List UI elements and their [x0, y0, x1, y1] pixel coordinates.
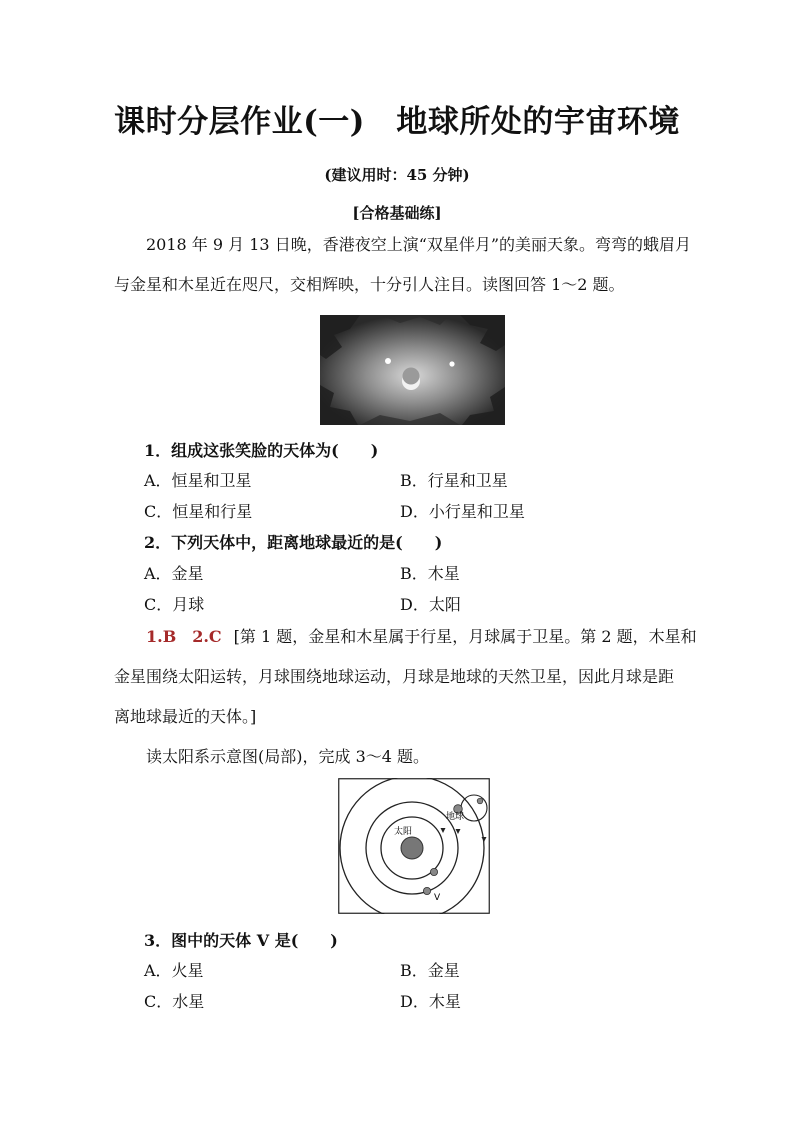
answer-line-3: 离地球最近的天体。] [114, 707, 257, 726]
venus-star [385, 358, 391, 364]
planet-v-body [423, 887, 430, 894]
inner-planet-body [430, 868, 437, 875]
question-1-stem: 1．组成这张笑脸的天体为( ) [144, 441, 379, 460]
question-2-stem: 2．下列天体中，距离地球最近的是( ) [144, 533, 443, 552]
sun-label: 太阳 [394, 827, 413, 837]
intro-line-1: 2018 年 9 月 13 日晚，香港夜空上演“双星伴月”的美丽天象。弯弯的蛾眉月 [146, 235, 692, 254]
q1-option-c: C．恒星和行星 [144, 502, 253, 521]
moon-body [477, 798, 483, 804]
answer-key: 1.B 2.C [146, 627, 222, 646]
q3-option-b: B．金星 [400, 961, 460, 980]
intro-2: 读太阳系示意图(局部)，完成 3～4 题。 [146, 747, 430, 766]
answer-line-1 [146, 620, 697, 654]
sun-body [401, 837, 423, 859]
q2-option-d: D．太阳 [400, 595, 461, 614]
solar-system-diagram [338, 778, 490, 918]
answer-line-2: 金星围绕太阳运转，月球围绕地球运动，月球是地球的天然卫星，因此月球是距 [114, 667, 675, 686]
intro-line-2: 与金星和木星近在咫尺，交相辉映，十分引人注目。读图回答 1～2 题。 [114, 275, 625, 294]
q1-option-a: A．恒星和卫星 [144, 471, 252, 490]
q3-option-d: D．木星 [400, 992, 461, 1011]
answer-text-1: [第 1 题，金星和木星属于行星，月球属于卫星。第 2 题，木星和 [233, 627, 697, 646]
section-heading: [合格基础练] [352, 204, 442, 222]
q3-option-c: C．水星 [144, 992, 205, 1011]
q2-option-a: A．金星 [144, 564, 204, 583]
question-3-stem: 3．图中的天体 V 是( ) [144, 931, 338, 950]
q1-option-b: B．行星和卫星 [400, 471, 508, 490]
q2-option-b: B．木星 [400, 564, 460, 583]
smiley-sky-photo [320, 315, 505, 429]
solar-system-svg [338, 778, 490, 914]
time-note: (建议用时：45 分钟) [324, 166, 470, 184]
q1-option-d: D．小行星和卫星 [400, 502, 525, 521]
q2-option-c: C．月球 [144, 595, 205, 614]
earth-label: 地球 [446, 812, 465, 822]
q3-option-a: A．火星 [144, 961, 204, 980]
page-title: 课时分层作业(一) 地球所处的宇宙环境 [114, 104, 680, 140]
smiley-sky-image [320, 315, 505, 425]
jupiter-star [449, 361, 454, 366]
planet-v-label: V [434, 893, 441, 903]
